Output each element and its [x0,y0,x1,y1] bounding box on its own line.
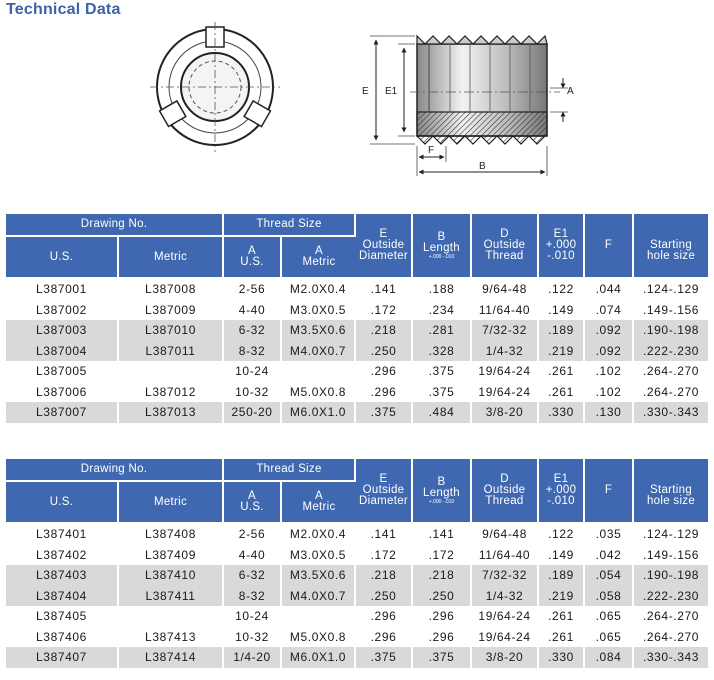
cell-a-us: 6-32 [224,320,282,341]
cell-f: .092 [585,320,634,341]
table-row [6,565,708,586]
header-e: E Outside Diameter [356,214,413,279]
end-view [150,22,280,152]
cell-metric [119,361,224,382]
cell-e1: .122 [539,524,585,545]
cell-f: .042 [585,545,634,566]
cell-f: .065 [585,606,634,627]
cell-a-metric: M2.0X0.4 [282,279,356,300]
header-a-metric: A Metric [282,237,356,279]
header-drawing-no: Drawing No. [6,459,224,482]
header-e1: E1 +.000 -.010 [539,459,585,524]
cell-f: .102 [585,382,634,403]
label-e: E [362,86,369,97]
cell-e1: .261 [539,606,585,627]
cell-hole-size: .149-.156 [642,547,700,562]
cell-us: L387001 [6,279,119,300]
cell-b: .296 [413,606,472,627]
cell-metric: L387012 [119,382,224,403]
cell-f: .035 [585,524,634,545]
header-us: U.S. [6,237,119,279]
cell-b: .375 [413,382,472,403]
cell-e: .172 [356,545,413,566]
cell-us: L387006 [6,382,119,403]
cell-us: L387404 [6,586,119,607]
cell-a-metric: M2.0X0.4 [282,524,356,545]
cell-hole-size: .264-.270 [642,629,700,644]
header-a-metric: A Metric [282,482,356,524]
cell-metric [119,606,224,627]
cell-hole-size: .190-.198 [634,565,708,586]
cell-hole-size: .264-.270 [642,364,700,379]
cell-a-metric: M4.0X0.7 [282,586,356,607]
cell-f: .092 [585,341,634,362]
cell-e: .218 [356,565,413,586]
cell-us: L387403 [6,565,119,586]
cell-a-metric: M3.0X0.5 [282,300,356,321]
cell-e1: .330 [539,402,585,423]
cell-e: .375 [356,647,413,668]
cell-f: .074 [585,300,634,321]
table-row [6,402,708,423]
cell-b: .234 [413,300,472,321]
cell-e: .218 [356,320,413,341]
header-e: E Outside Diameter [356,459,413,524]
label-b: B [479,161,486,172]
header-f: F [585,459,634,524]
cell-e1: .261 [539,627,585,648]
cell-e1: .122 [539,279,585,300]
table-row [6,320,708,341]
table-row [6,279,708,300]
cell-d: 19/64-24 [472,382,539,403]
cell-a-metric: M6.0X1.0 [282,647,356,668]
cell-hole-size: .264-.270 [642,384,700,399]
cell-hole-size: .222-.230 [634,586,708,607]
cell-a-metric [282,361,356,382]
cell-a-metric: M3.5X0.6 [282,320,356,341]
cell-hole-size: .124-.129 [642,282,700,297]
cell-a-us: 10-32 [224,382,282,403]
cell-hole-size: .149-.156 [642,302,700,317]
cell-e1: .149 [539,545,585,566]
header-us: U.S. [6,482,119,524]
table-row [6,341,708,362]
table-row [6,545,708,566]
cell-d: 1/4-32 [472,341,539,362]
spec-table-1 [6,214,708,423]
table-row [6,586,708,607]
cell-b: .188 [413,279,472,300]
cell-a-us: 4-40 [224,300,282,321]
cell-metric: L387408 [119,524,224,545]
cell-a-us: 4-40 [224,545,282,566]
cell-d: 19/64-24 [472,361,539,382]
cell-f: .065 [585,627,634,648]
cell-metric: L387008 [119,279,224,300]
header-b: B Length +.000 -.010 [413,459,472,524]
cell-a-metric [282,606,356,627]
cell-b: .296 [413,627,472,648]
cell-b: .328 [413,341,472,362]
cell-d: 9/64-48 [472,279,539,300]
header-d: D Outside Thread [472,214,539,279]
table-row [6,524,708,545]
cell-us: L387401 [6,524,119,545]
cell-a-us: 6-32 [224,565,282,586]
cell-metric: L387011 [119,341,224,362]
cell-e1: .261 [539,361,585,382]
header-a-us: A U.S. [224,482,282,524]
cell-hole-size: .330-.343 [634,402,708,423]
table-row [6,382,708,403]
cell-f: .130 [585,402,634,423]
cell-d: 3/8-20 [472,647,539,668]
cell-a-us: 2-56 [224,524,282,545]
cell-e1: .219 [539,586,585,607]
cell-d: 19/64-24 [472,627,539,648]
cell-a-metric: M5.0X0.8 [282,627,356,648]
table-row [6,300,708,321]
cell-b: .484 [413,402,472,423]
cell-hole-size: .264-.270 [642,609,700,624]
table-row [6,606,708,627]
header-starting-hole: Starting hole size [634,459,708,524]
header-b: B Length +.000 -.010 [413,214,472,279]
cell-a-us: 1/4-20 [224,647,282,668]
header-starting-hole: Starting hole size [634,214,708,279]
cell-us: L387007 [6,402,119,423]
cell-e: .296 [356,382,413,403]
header-f: F [585,214,634,279]
cell-hole-size: .190-.198 [634,320,708,341]
cell-e: .250 [356,341,413,362]
cell-d: 19/64-24 [472,606,539,627]
cell-a-us: 10-24 [224,361,282,382]
label-e1: E1 [385,86,398,97]
cell-metric: L387409 [119,545,224,566]
cell-d: 3/8-20 [472,402,539,423]
cell-a-us: 10-24 [224,606,282,627]
cell-e: .296 [356,606,413,627]
cell-d: 11/64-40 [472,545,539,566]
cell-e: .141 [356,279,413,300]
header-e1: E1 +.000 -.010 [539,214,585,279]
cell-d: 1/4-32 [472,586,539,607]
cell-us: L387406 [6,627,119,648]
cell-d: 9/64-48 [472,524,539,545]
cell-b: .375 [413,361,472,382]
cell-metric: L387010 [119,320,224,341]
cell-a-us: 8-32 [224,586,282,607]
cell-a-metric: M5.0X0.8 [282,382,356,403]
cell-e1: .149 [539,300,585,321]
header-d: D Outside Thread [472,459,539,524]
cell-metric: L387410 [119,565,224,586]
cell-b: .141 [413,524,472,545]
label-a: A [567,86,574,97]
label-f: F [428,145,435,156]
cell-e1: .261 [539,382,585,403]
cell-a-us: 250-20 [224,402,282,423]
cell-e: .141 [356,524,413,545]
header-a-us: A U.S. [224,237,282,279]
cell-metric: L387013 [119,402,224,423]
cell-us: L387407 [6,647,119,668]
cell-metric: L387413 [119,627,224,648]
cell-us: L387003 [6,320,119,341]
cell-e1: .219 [539,341,585,362]
cell-b: .375 [413,647,472,668]
cell-a-us: 10-32 [224,627,282,648]
cell-us: L387405 [6,606,119,627]
table-row [6,361,708,382]
cell-metric: L387009 [119,300,224,321]
cell-e1: .330 [539,647,585,668]
cell-hole-size: .330-.343 [634,647,708,668]
cell-a-metric: M4.0X0.7 [282,341,356,362]
cell-a-metric: M3.5X0.6 [282,565,356,586]
cell-e: .172 [356,300,413,321]
cell-f: .084 [585,647,634,668]
cell-f: .058 [585,586,634,607]
side-view [362,36,574,176]
technical-drawing [0,0,714,205]
cell-hole-size: .124-.129 [642,527,700,542]
cell-hole-size: .222-.230 [634,341,708,362]
page-title: Technical Data [6,1,121,18]
cell-e: .296 [356,361,413,382]
header-thread-size: Thread Size [224,214,356,237]
cell-d: 7/32-32 [472,565,539,586]
table-row [6,627,708,648]
header-metric: Metric [119,237,224,279]
cell-f: .102 [585,361,634,382]
cell-a-us: 2-56 [224,279,282,300]
spec-table-2 [6,459,708,668]
cell-us: L387004 [6,341,119,362]
cell-e: .375 [356,402,413,423]
cell-d: 11/64-40 [472,300,539,321]
cell-metric: L387414 [119,647,224,668]
cell-us: L387005 [6,361,119,382]
header-thread-size: Thread Size [224,459,356,482]
cell-e1: .189 [539,565,585,586]
cell-b: .250 [413,586,472,607]
cell-d: 7/32-32 [472,320,539,341]
cell-b: .218 [413,565,472,586]
cell-b: .281 [413,320,472,341]
cell-us: L387002 [6,300,119,321]
cell-a-metric: M6.0X1.0 [282,402,356,423]
cell-a-metric: M3.0X0.5 [282,545,356,566]
cell-b: .172 [413,545,472,566]
cell-us: L387402 [6,545,119,566]
cell-e1: .189 [539,320,585,341]
cell-e: .250 [356,586,413,607]
table-row [6,647,708,668]
cell-metric: L387411 [119,586,224,607]
cell-f: .044 [585,279,634,300]
cell-a-us: 8-32 [224,341,282,362]
header-metric: Metric [119,482,224,524]
cell-f: .054 [585,565,634,586]
cell-e: .296 [356,627,413,648]
header-drawing-no: Drawing No. [6,214,224,237]
